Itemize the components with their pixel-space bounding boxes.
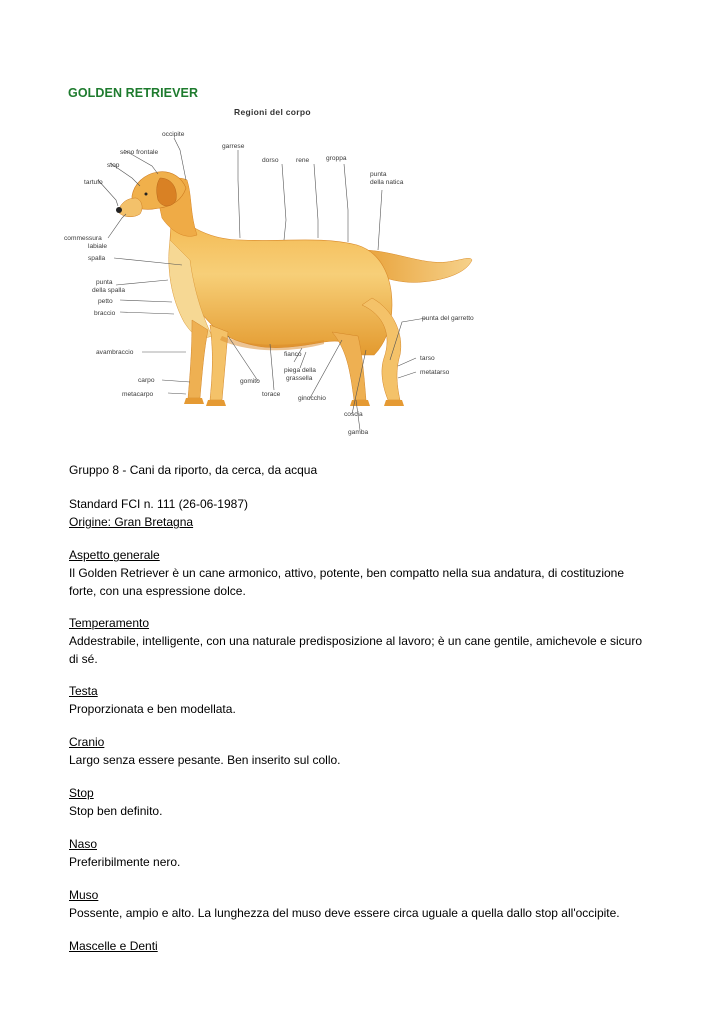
section-text: Stop ben definito. bbox=[69, 804, 163, 818]
section-text: Addestrabile, intelligente, con una naturale predisposizione al lavoro; è un cane gentile, amichevole e sicuro bbox=[69, 634, 643, 648]
label-piega-grassella-1: piega della bbox=[284, 367, 316, 374]
section-text: Proporzionata e ben modellata. bbox=[69, 702, 236, 716]
section-text: Preferibilmente nero. bbox=[69, 855, 181, 869]
label-groppa: groppa bbox=[326, 155, 347, 162]
label-tartufo: tartufo bbox=[84, 179, 103, 186]
section-text: forte, con una espressione dolce. bbox=[69, 584, 246, 598]
section-text: di sé. bbox=[69, 652, 98, 666]
label-seno-frontale: seno frontale bbox=[120, 149, 159, 156]
label-punta-natica-1: punta bbox=[370, 171, 387, 178]
label-avambraccio: avambraccio bbox=[96, 349, 134, 356]
origin-line: Origine: Gran Bretagna bbox=[69, 515, 194, 529]
label-stop: stop bbox=[107, 162, 120, 169]
section-mascelle-denti bbox=[69, 937, 669, 955]
section-heading: Cranio bbox=[69, 735, 105, 749]
label-torace: torace bbox=[262, 391, 281, 398]
dog-diagram-svg bbox=[62, 100, 492, 445]
dog-front-leg-right bbox=[210, 325, 228, 400]
dog-body-regions-illustration bbox=[62, 100, 492, 445]
label-punta-spalla-2: della spalla bbox=[92, 287, 125, 294]
section-stop bbox=[69, 784, 669, 820]
dog-muzzle bbox=[118, 198, 142, 217]
label-braccio: braccio bbox=[94, 310, 116, 317]
label-fianco: fianco bbox=[284, 351, 302, 358]
section-aspetto-generale bbox=[69, 546, 669, 600]
label-coscia: coscia bbox=[344, 411, 363, 418]
section-heading: Muso bbox=[69, 888, 99, 902]
group-line: Gruppo 8 - Cani da riporto, da cerca, da acqua bbox=[69, 463, 318, 477]
section-heading: Temperamento bbox=[69, 616, 150, 630]
dog-eye bbox=[145, 193, 148, 196]
label-punta-natica-2: della natica bbox=[370, 179, 404, 186]
label-tarso: tarso bbox=[420, 355, 435, 362]
standard-info bbox=[69, 495, 669, 531]
standard-line: Standard FCI n. 111 (26-06-1987) bbox=[69, 497, 248, 511]
label-commessura-1: commessura bbox=[64, 235, 102, 242]
section-heading: Mascelle e Denti bbox=[69, 939, 158, 953]
label-garrese: garrese bbox=[222, 143, 245, 150]
section-text: Possente, ampio e alto. La lunghezza del muso deve essere circa uguale a quella dallo stop all'occipite. bbox=[69, 906, 620, 920]
section-heading: Testa bbox=[69, 684, 98, 698]
section-heading: Aspetto generale bbox=[69, 548, 160, 562]
label-spalla: spalla bbox=[88, 255, 106, 262]
label-commessura-2: labiale bbox=[88, 243, 108, 250]
dog-nose bbox=[116, 207, 122, 213]
section-text: Il Golden Retriever è un cane armonico, attivo, potente, ben compatto nella sua andatura, di costituzione bbox=[69, 566, 624, 580]
label-occipite: occipite bbox=[162, 131, 185, 138]
dog-front-leg-left bbox=[188, 320, 208, 398]
section-heading: Naso bbox=[69, 837, 98, 851]
label-dorso: dorso bbox=[262, 157, 279, 164]
label-punta-garretto: punta del garretto bbox=[422, 315, 474, 322]
label-punta-spalla-1: punta bbox=[96, 279, 113, 286]
section-cranio bbox=[69, 733, 669, 769]
label-petto: petto bbox=[98, 298, 113, 305]
section-temperamento bbox=[69, 614, 669, 668]
section-heading: Stop bbox=[69, 786, 94, 800]
section-muso bbox=[69, 886, 669, 922]
label-metatarso: metatarso bbox=[420, 369, 450, 376]
section-naso bbox=[69, 835, 669, 871]
section-text: Largo senza essere pesante. Ben inserito sul collo. bbox=[69, 753, 341, 767]
label-rene: rene bbox=[296, 157, 310, 164]
label-ginocchio: ginocchio bbox=[298, 395, 326, 402]
document-title: GOLDEN RETRIEVER bbox=[68, 86, 199, 100]
label-carpo: carpo bbox=[138, 377, 155, 384]
section-testa bbox=[69, 682, 669, 718]
label-gomito: gomito bbox=[240, 378, 260, 385]
figure-title: Regioni del corpo bbox=[234, 107, 311, 117]
label-metacarpo: metacarpo bbox=[122, 391, 154, 398]
label-piega-grassella-2: grassella bbox=[286, 375, 313, 382]
label-gamba: gamba bbox=[348, 429, 369, 436]
